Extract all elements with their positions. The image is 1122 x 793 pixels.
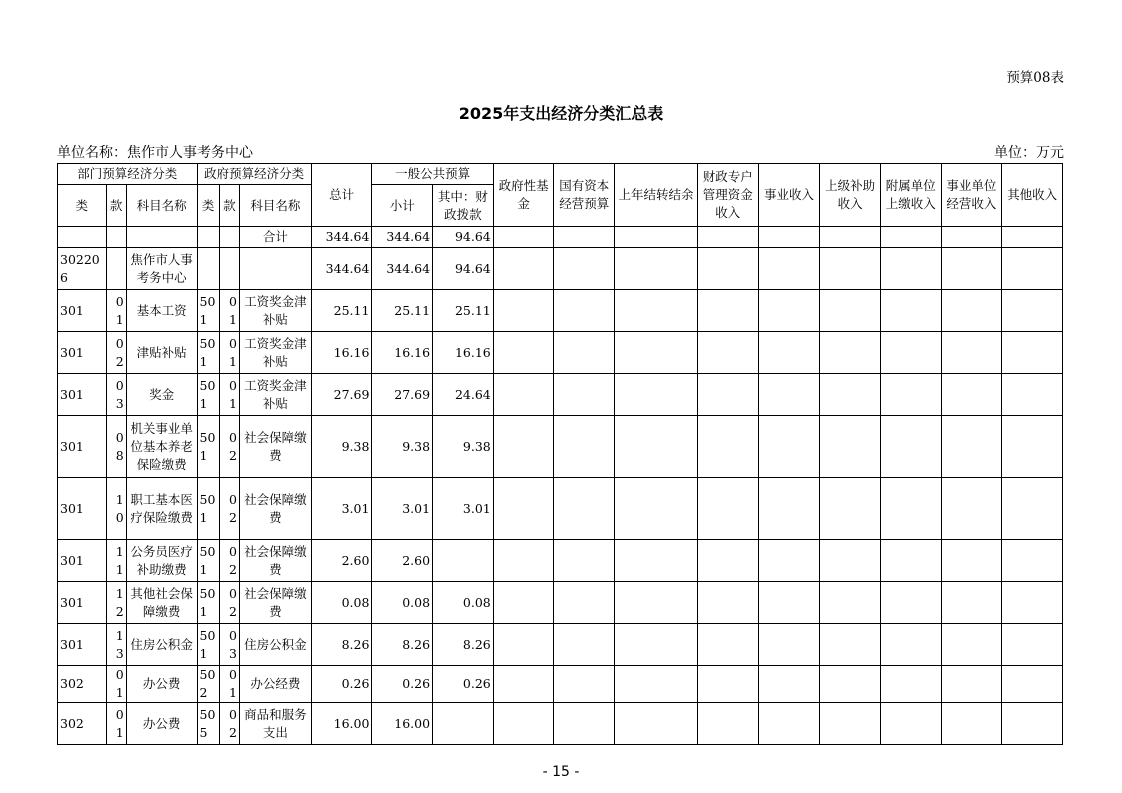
fiscal-appropriation-cell: 25.11 bbox=[433, 290, 494, 332]
empty-cell bbox=[820, 332, 881, 374]
empty-cell bbox=[554, 374, 615, 416]
empty-cell bbox=[941, 416, 1002, 478]
empty-cell bbox=[554, 332, 615, 374]
gov-category-cell: 501 bbox=[197, 332, 219, 374]
empty-cell bbox=[880, 332, 941, 374]
empty-cell bbox=[697, 416, 758, 478]
empty-cell bbox=[493, 227, 554, 248]
total-cell: 25.11 bbox=[311, 290, 372, 332]
empty-cell bbox=[615, 540, 698, 582]
empty-cell bbox=[880, 582, 941, 624]
dept-item-cell bbox=[106, 248, 126, 290]
of-which-fiscal-header: 其中：财政拨款 bbox=[433, 185, 494, 227]
dept-item-cell: 01 bbox=[106, 666, 126, 703]
page-title: 2025年支出经济分类汇总表 bbox=[458, 104, 664, 123]
expenditure-table bbox=[57, 163, 1063, 745]
gov-subject-name-cell: 办公经费 bbox=[239, 666, 311, 703]
dept-kuan-header: 款 bbox=[106, 185, 126, 227]
empty-cell bbox=[554, 624, 615, 666]
subtotal-cell: 27.69 bbox=[372, 374, 433, 416]
empty-cell bbox=[1002, 703, 1063, 745]
empty-cell bbox=[820, 290, 881, 332]
gov-subject-name-cell: 住房公积金 bbox=[239, 624, 311, 666]
business-operating-header: 事业单位经营收入 bbox=[941, 164, 1002, 227]
empty-cell bbox=[820, 478, 881, 540]
gov-subject-name-cell: 社会保障缴费 bbox=[239, 478, 311, 540]
dept-subject-name-cell: 津贴补贴 bbox=[126, 332, 197, 374]
empty-cell bbox=[615, 582, 698, 624]
fiscal-appropriation-cell: 3.01 bbox=[433, 478, 494, 540]
header-row-1 bbox=[58, 164, 1063, 185]
total-cell: 27.69 bbox=[311, 374, 372, 416]
subtotal-cell: 344.64 bbox=[372, 248, 433, 290]
dept-category-cell: 301 bbox=[58, 416, 107, 478]
dept-item-cell: 12 bbox=[106, 582, 126, 624]
empty-cell bbox=[758, 703, 820, 745]
dept-category-cell: 301 bbox=[58, 290, 107, 332]
table-row bbox=[58, 227, 1063, 248]
empty-cell bbox=[941, 248, 1002, 290]
empty-cell bbox=[941, 624, 1002, 666]
dept-subject-name-cell: 焦作市人事考务中心 bbox=[126, 248, 197, 290]
empty-cell bbox=[820, 416, 881, 478]
table-number-tag: 预算08表 bbox=[1006, 70, 1064, 86]
gov-subject-name-cell: 商品和服务支出 bbox=[239, 703, 311, 745]
gov-item-cell: 02 bbox=[219, 416, 239, 478]
dept-subject-header: 科目名称 bbox=[126, 185, 197, 227]
empty-cell bbox=[554, 540, 615, 582]
fiscal-appropriation-cell bbox=[433, 540, 494, 582]
gov-item-cell: 01 bbox=[219, 374, 239, 416]
gov-category-cell bbox=[197, 248, 219, 290]
fiscal-appropriation-cell bbox=[433, 703, 494, 745]
empty-cell bbox=[820, 540, 881, 582]
empty-cell bbox=[1002, 416, 1063, 478]
gov-category-cell: 501 bbox=[197, 540, 219, 582]
total-cell: 0.26 bbox=[311, 666, 372, 703]
gov-item-cell: 02 bbox=[219, 703, 239, 745]
gov-category-cell: 501 bbox=[197, 290, 219, 332]
empty-cell bbox=[758, 227, 820, 248]
empty-cell bbox=[880, 227, 941, 248]
dept-item-cell: 01 bbox=[106, 703, 126, 745]
empty-cell bbox=[615, 478, 698, 540]
empty-cell bbox=[1002, 478, 1063, 540]
gov-kuan-header: 款 bbox=[219, 185, 239, 227]
empty-cell bbox=[615, 416, 698, 478]
dept-lei-header: 类 bbox=[58, 185, 107, 227]
total-cell: 8.26 bbox=[311, 624, 372, 666]
empty-cell bbox=[941, 227, 1002, 248]
gov-category-cell bbox=[197, 227, 219, 248]
empty-cell bbox=[1002, 290, 1063, 332]
empty-cell bbox=[820, 374, 881, 416]
table-row bbox=[58, 416, 1063, 478]
empty-cell bbox=[697, 540, 758, 582]
dept-subject-name-cell: 住房公积金 bbox=[126, 624, 197, 666]
subtotal-cell: 2.60 bbox=[372, 540, 433, 582]
empty-cell bbox=[820, 582, 881, 624]
empty-cell bbox=[1002, 540, 1063, 582]
empty-cell bbox=[880, 540, 941, 582]
dept-category-cell bbox=[58, 227, 107, 248]
gov-category-cell: 505 bbox=[197, 703, 219, 745]
dept-subject-name-cell bbox=[126, 227, 197, 248]
empty-cell bbox=[493, 290, 554, 332]
gov-subject-name-cell: 工资奖金津补贴 bbox=[239, 332, 311, 374]
empty-cell bbox=[554, 582, 615, 624]
fiscal-appropriation-cell: 94.64 bbox=[433, 227, 494, 248]
gov-subject-name-cell: 社会保障缴费 bbox=[239, 540, 311, 582]
gov-category-cell: 501 bbox=[197, 374, 219, 416]
general-budget-header: 一般公共预算 bbox=[372, 164, 493, 185]
dept-subject-name-cell: 奖金 bbox=[126, 374, 197, 416]
fiscal-appropriation-cell: 16.16 bbox=[433, 332, 494, 374]
empty-cell bbox=[941, 540, 1002, 582]
gov-category-cell: 501 bbox=[197, 478, 219, 540]
dept-group-header: 部门预算经济分类 bbox=[58, 164, 198, 185]
total-cell: 16.16 bbox=[311, 332, 372, 374]
subtotal-cell: 3.01 bbox=[372, 478, 433, 540]
table-row bbox=[58, 703, 1063, 745]
total-cell: 3.01 bbox=[311, 478, 372, 540]
empty-cell bbox=[615, 703, 698, 745]
subtotal-cell: 16.16 bbox=[372, 332, 433, 374]
table-row bbox=[58, 540, 1063, 582]
dept-category-cell: 302 bbox=[58, 666, 107, 703]
state-capital-header: 国有资本经营预算 bbox=[554, 164, 615, 227]
empty-cell bbox=[941, 703, 1002, 745]
empty-cell bbox=[758, 666, 820, 703]
dept-item-cell: 08 bbox=[106, 416, 126, 478]
dept-category-cell: 301 bbox=[58, 478, 107, 540]
dept-subject-name-cell: 机关事业单位基本养老保险缴费 bbox=[126, 416, 197, 478]
empty-cell bbox=[880, 290, 941, 332]
empty-cell bbox=[615, 624, 698, 666]
dept-subject-name-cell: 其他社会保障缴费 bbox=[126, 582, 197, 624]
empty-cell bbox=[615, 227, 698, 248]
empty-cell bbox=[1002, 582, 1063, 624]
empty-cell bbox=[697, 703, 758, 745]
gov-subject-name-cell: 工资奖金津补贴 bbox=[239, 290, 311, 332]
subtotal-cell: 344.64 bbox=[372, 227, 433, 248]
empty-cell bbox=[880, 666, 941, 703]
dept-item-cell: 03 bbox=[106, 374, 126, 416]
empty-cell bbox=[493, 624, 554, 666]
table-row bbox=[58, 374, 1063, 416]
empty-cell bbox=[758, 582, 820, 624]
gov-item-cell bbox=[219, 227, 239, 248]
empty-cell bbox=[697, 624, 758, 666]
fiscal-special-header: 财政专户管理资金收入 bbox=[697, 164, 758, 227]
affiliated-income-header: 附属单位上缴收入 bbox=[880, 164, 941, 227]
fiscal-appropriation-cell: 9.38 bbox=[433, 416, 494, 478]
fiscal-appropriation-cell: 24.64 bbox=[433, 374, 494, 416]
dept-item-cell: 11 bbox=[106, 540, 126, 582]
gov-subject-name-cell: 社会保障缴费 bbox=[239, 582, 311, 624]
empty-cell bbox=[820, 248, 881, 290]
gov-subject-name-cell: 工资奖金津补贴 bbox=[239, 374, 311, 416]
other-income-header: 其他收入 bbox=[1002, 164, 1063, 227]
gov-group-header: 政府预算经济分类 bbox=[197, 164, 311, 185]
gov-subject-name-cell bbox=[239, 248, 311, 290]
empty-cell bbox=[820, 227, 881, 248]
empty-cell bbox=[615, 248, 698, 290]
table-body bbox=[58, 227, 1063, 745]
empty-cell bbox=[493, 478, 554, 540]
subtotal-cell: 16.00 bbox=[372, 703, 433, 745]
empty-cell bbox=[554, 666, 615, 703]
empty-cell bbox=[1002, 332, 1063, 374]
gov-fund-header: 政府性基金 bbox=[493, 164, 554, 227]
dept-item-cell: 01 bbox=[106, 290, 126, 332]
fiscal-appropriation-cell: 0.26 bbox=[433, 666, 494, 703]
dept-category-cell: 302 bbox=[58, 703, 107, 745]
gov-category-cell: 501 bbox=[197, 416, 219, 478]
dept-category-cell: 301 bbox=[58, 332, 107, 374]
page-number: - 15 - bbox=[542, 764, 580, 780]
empty-cell bbox=[697, 248, 758, 290]
empty-cell bbox=[493, 582, 554, 624]
empty-cell bbox=[697, 227, 758, 248]
empty-cell bbox=[758, 416, 820, 478]
total-header: 总计 bbox=[311, 164, 372, 227]
gov-category-cell: 501 bbox=[197, 582, 219, 624]
gov-item-cell: 01 bbox=[219, 332, 239, 374]
empty-cell bbox=[493, 666, 554, 703]
fiscal-appropriation-cell: 0.08 bbox=[433, 582, 494, 624]
total-cell: 344.64 bbox=[311, 248, 372, 290]
subtotal-cell: 8.26 bbox=[372, 624, 433, 666]
gov-item-cell: 02 bbox=[219, 582, 239, 624]
empty-cell bbox=[758, 332, 820, 374]
total-cell: 9.38 bbox=[311, 416, 372, 478]
empty-cell bbox=[941, 290, 1002, 332]
table-row bbox=[58, 478, 1063, 540]
total-cell: 16.00 bbox=[311, 703, 372, 745]
empty-cell bbox=[880, 624, 941, 666]
empty-cell bbox=[554, 416, 615, 478]
gov-item-cell: 02 bbox=[219, 478, 239, 540]
gov-subject-name-cell: 社会保障缴费 bbox=[239, 416, 311, 478]
empty-cell bbox=[554, 227, 615, 248]
gov-item-cell: 03 bbox=[219, 624, 239, 666]
gov-category-cell: 502 bbox=[197, 666, 219, 703]
subtotal-cell: 25.11 bbox=[372, 290, 433, 332]
fiscal-appropriation-cell: 8.26 bbox=[433, 624, 494, 666]
empty-cell bbox=[615, 374, 698, 416]
empty-cell bbox=[880, 703, 941, 745]
empty-cell bbox=[554, 478, 615, 540]
gov-item-cell: 02 bbox=[219, 540, 239, 582]
empty-cell bbox=[1002, 248, 1063, 290]
total-cell: 344.64 bbox=[311, 227, 372, 248]
empty-cell bbox=[758, 374, 820, 416]
empty-cell bbox=[941, 666, 1002, 703]
empty-cell bbox=[941, 332, 1002, 374]
empty-cell bbox=[758, 248, 820, 290]
empty-cell bbox=[493, 374, 554, 416]
empty-cell bbox=[1002, 624, 1063, 666]
dept-subject-name-cell: 职工基本医疗保险缴费 bbox=[126, 478, 197, 540]
empty-cell bbox=[615, 332, 698, 374]
empty-cell bbox=[697, 666, 758, 703]
empty-cell bbox=[493, 248, 554, 290]
dept-category-cell: 301 bbox=[58, 582, 107, 624]
carryover-header: 上年结转结余 bbox=[615, 164, 698, 227]
dept-category-cell: 301 bbox=[58, 540, 107, 582]
empty-cell bbox=[820, 624, 881, 666]
empty-cell bbox=[697, 478, 758, 540]
empty-cell bbox=[820, 666, 881, 703]
gov-subject-name-cell: 合计 bbox=[239, 227, 311, 248]
empty-cell bbox=[493, 332, 554, 374]
total-cell: 0.08 bbox=[311, 582, 372, 624]
empty-cell bbox=[493, 540, 554, 582]
dept-subject-name-cell: 办公费 bbox=[126, 703, 197, 745]
unit-name-label: 单位名称：焦作市人事考务中心 bbox=[57, 145, 253, 161]
dept-item-cell: 02 bbox=[106, 332, 126, 374]
superior-subsidy-header: 上级补助收入 bbox=[820, 164, 881, 227]
empty-cell bbox=[880, 248, 941, 290]
business-income-header: 事业收入 bbox=[758, 164, 820, 227]
empty-cell bbox=[554, 248, 615, 290]
empty-cell bbox=[615, 666, 698, 703]
empty-cell bbox=[493, 703, 554, 745]
empty-cell bbox=[1002, 666, 1063, 703]
empty-cell bbox=[697, 332, 758, 374]
empty-cell bbox=[820, 703, 881, 745]
gov-subject-header: 科目名称 bbox=[239, 185, 311, 227]
unit-measure-label: 单位：万元 bbox=[994, 145, 1064, 161]
dept-item-cell: 13 bbox=[106, 624, 126, 666]
empty-cell bbox=[941, 478, 1002, 540]
empty-cell bbox=[697, 374, 758, 416]
gov-item-cell: 01 bbox=[219, 290, 239, 332]
subtotal-header: 小计 bbox=[372, 185, 433, 227]
table-row bbox=[58, 624, 1063, 666]
dept-category-cell: 301 bbox=[58, 624, 107, 666]
gov-category-cell: 501 bbox=[197, 624, 219, 666]
empty-cell bbox=[941, 374, 1002, 416]
empty-cell bbox=[880, 416, 941, 478]
dept-category-cell: 302206 bbox=[58, 248, 107, 290]
gov-lei-header: 类 bbox=[197, 185, 219, 227]
fiscal-appropriation-cell: 94.64 bbox=[433, 248, 494, 290]
empty-cell bbox=[554, 290, 615, 332]
gov-item-cell bbox=[219, 248, 239, 290]
table-row bbox=[58, 290, 1063, 332]
table-row bbox=[58, 332, 1063, 374]
empty-cell bbox=[697, 582, 758, 624]
empty-cell bbox=[1002, 374, 1063, 416]
empty-cell bbox=[697, 290, 758, 332]
subtotal-cell: 0.26 bbox=[372, 666, 433, 703]
dept-item-cell: 10 bbox=[106, 478, 126, 540]
table-row bbox=[58, 582, 1063, 624]
dept-item-cell bbox=[106, 227, 126, 248]
total-cell: 2.60 bbox=[311, 540, 372, 582]
empty-cell bbox=[941, 582, 1002, 624]
subtotal-cell: 0.08 bbox=[372, 582, 433, 624]
gov-item-cell: 01 bbox=[219, 666, 239, 703]
empty-cell bbox=[1002, 227, 1063, 248]
table-row bbox=[58, 248, 1063, 290]
subtotal-cell: 9.38 bbox=[372, 416, 433, 478]
empty-cell bbox=[758, 290, 820, 332]
table-row bbox=[58, 666, 1063, 703]
empty-cell bbox=[880, 374, 941, 416]
dept-subject-name-cell: 办公费 bbox=[126, 666, 197, 703]
dept-subject-name-cell: 基本工资 bbox=[126, 290, 197, 332]
empty-cell bbox=[758, 540, 820, 582]
empty-cell bbox=[880, 478, 941, 540]
empty-cell bbox=[758, 478, 820, 540]
empty-cell bbox=[554, 703, 615, 745]
empty-cell bbox=[758, 624, 820, 666]
dept-subject-name-cell: 公务员医疗补助缴费 bbox=[126, 540, 197, 582]
dept-category-cell: 301 bbox=[58, 374, 107, 416]
empty-cell bbox=[615, 290, 698, 332]
empty-cell bbox=[493, 416, 554, 478]
